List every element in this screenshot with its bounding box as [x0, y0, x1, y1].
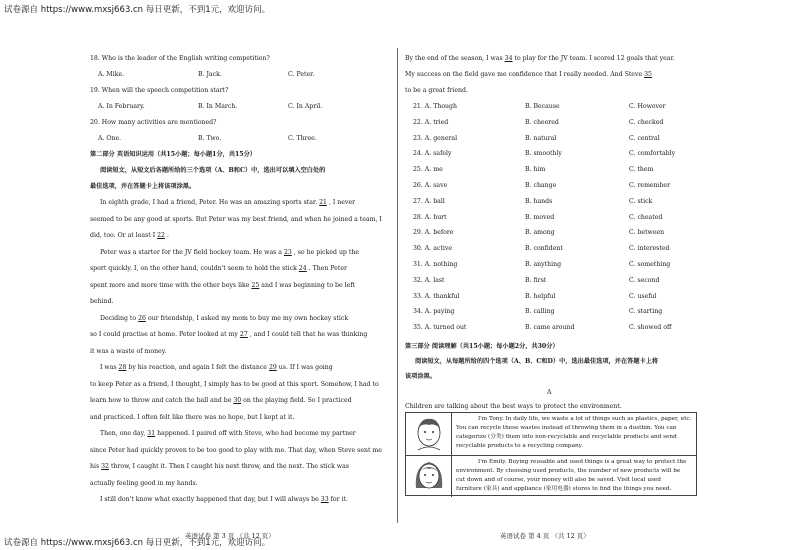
passage-text: for it.: [328, 496, 348, 503]
passage-text: since Peter had quickly proven to be too good to play with me. That day, when Steve sent me: [90, 446, 382, 454]
watermark-bottom: 试卷源自 https://www.mxsj663.cn 每日更新，不到1元，欢迎访问。: [4, 538, 271, 548]
passage-line: [90, 481, 198, 487]
passage-text: , so he picked up the: [291, 248, 359, 256]
blank-number: 33: [320, 496, 329, 503]
answer-option: B. moved: [525, 213, 555, 221]
tony-line: categorize (分类) them into non-recyclable and recyclable products and send: [456, 434, 677, 440]
section-2-title: 第二部分 英语知识运用（共15小题；每小题1分，共15分）: [90, 151, 256, 158]
passage-text: Then, one day,: [100, 430, 148, 437]
passage-text: spent more and more time with the other boys like: [90, 281, 252, 289]
answer-option: B. him: [525, 166, 546, 174]
answer-option: 27. A. ball: [413, 197, 445, 205]
blank-number: 25: [251, 281, 260, 289]
passage-continuation-2: [405, 72, 652, 78]
answer-option: 33. A. thankful: [413, 292, 460, 300]
passage-text: it was a waste of money.: [90, 347, 167, 355]
question-18: 18. Who is the leader of the English writing competition?: [90, 55, 270, 62]
answer-option: C. central: [629, 134, 660, 142]
q19-option-a: A. In February.: [98, 103, 145, 110]
q19-option-b: B. In March.: [198, 103, 238, 110]
passage-line: [90, 299, 114, 305]
answer-option: 29. A. before: [413, 229, 454, 237]
passage-line: [100, 250, 359, 256]
q18-option-b: B. Jack.: [198, 71, 222, 78]
answer-option: B. hands: [525, 197, 553, 205]
answer-option: B. confident: [525, 245, 563, 253]
answer-option: C. second: [629, 276, 660, 284]
page-footer-right: 英语试卷 第 4 页 （共 12 页）: [500, 532, 590, 540]
passage-line: [100, 316, 348, 322]
page-footer-left: 英语试卷 第 3 页 （共 12 页）: [185, 532, 275, 540]
passage-text: by his reaction, and again I felt the distance: [126, 364, 269, 371]
answer-option: C. them: [629, 166, 654, 174]
emily-line: furniture (家具) and appliance (家用电器) stores to find the things you need.: [456, 486, 672, 492]
passage-continuation-3: to be a great friend.: [405, 87, 468, 94]
answer-option: B. Because: [525, 103, 560, 110]
answer-option: B. anything: [525, 261, 562, 268]
passage-text: on the playing field. So I practiced: [241, 397, 352, 404]
tony-line: recyclable products to a recycling company.: [456, 443, 583, 449]
passage-line: [100, 431, 356, 437]
answer-option: C. something: [629, 261, 671, 268]
answer-option: 22. A. tried: [413, 118, 449, 126]
blank-number: 22: [157, 232, 165, 239]
passage-text: behind.: [90, 298, 114, 305]
q20-option-b: B. Two.: [198, 135, 222, 142]
section-3-instruction: 阅读短文，从每题所给的四个选项（A、B、C和D）中，选出最佳选项，并在答题卡上将: [415, 358, 659, 365]
passage-line: [90, 266, 347, 272]
section-3-title: 第三部分 阅读理解（共15小题；每小题2分，共30分）: [405, 343, 559, 350]
passage-text: our friendship, I asked my mom to buy me my own hockey stick: [145, 314, 349, 322]
answer-option: B. among: [525, 229, 555, 237]
passage-line: [90, 448, 382, 454]
answer-option: B. calling: [525, 308, 555, 316]
emily-line: I'm Emily. Buying reusable and used things is a great way to protect the: [478, 459, 687, 465]
answer-option: C. remember: [629, 182, 671, 189]
answer-option: B. cheered: [525, 118, 559, 126]
passage-line: [90, 217, 382, 223]
passage-text: did, too. Or at least I: [90, 232, 158, 239]
passage-text: , I never: [327, 199, 356, 206]
blank-number: 32: [101, 463, 109, 470]
answer-option: 26. A. save: [413, 182, 448, 189]
emily-line: environment. By choosing used products, the number of new products will be: [456, 468, 681, 474]
answer-option: B. change: [525, 182, 557, 189]
passage-text: happened. I paired off with Steve, who had become my partner: [155, 430, 356, 437]
blank-number: 24: [298, 265, 307, 272]
passage-line: [90, 398, 352, 404]
watermark-top: 试卷源自 https://www.mxsj663.cn 每日更新，不到1元，欢迎访问。: [4, 5, 271, 15]
blank-number: 23: [283, 248, 292, 256]
passage-line: [100, 365, 333, 371]
answer-option: C. showed off: [629, 324, 672, 332]
answer-option: C. useful: [629, 292, 657, 300]
answer-option: 23. A. general: [413, 134, 458, 142]
answer-option: 21. A. Though: [413, 103, 457, 110]
passage-text: so I could practise at home. Peter looked at my: [90, 331, 240, 338]
question-20: 20. How many activities are mentioned?: [90, 119, 217, 126]
passage-text: his: [90, 463, 102, 470]
emily-line: cut down and of course, your money will also be saved. Visit local used: [456, 477, 661, 483]
page-divider: [397, 48, 398, 523]
passage-line: [90, 283, 355, 289]
passage-text: and I was beginning to be left: [259, 281, 356, 289]
answer-option: 32. A. last: [413, 276, 445, 284]
answer-option: 35. A. turned out: [413, 324, 467, 332]
passage-text: sport quickly. I, on the other hand, couldn't seem to hold the stick: [90, 265, 299, 272]
answer-option: B. natural: [525, 134, 557, 142]
answer-option: C. cheated: [629, 213, 663, 221]
answer-option: C. interested: [629, 245, 670, 253]
q18-option-c: C. Peter.: [288, 71, 315, 78]
passage-text: and practiced. I often felt like there was no hope, but I kept at it.: [90, 413, 295, 421]
boy-face-icon: [410, 416, 448, 452]
tony-portrait: [406, 413, 452, 455]
blank-number: 28: [118, 364, 127, 371]
answer-option: 34. A. paying: [413, 308, 455, 316]
answer-option: B. came around: [525, 324, 575, 332]
answer-option: 31. A. nothing: [413, 261, 458, 268]
answer-option: 30. A. active: [413, 245, 452, 253]
blank-number: 21: [319, 199, 327, 206]
passage-line: [90, 233, 169, 239]
answer-option: 28. A. hurt: [413, 213, 447, 221]
passage-text: I was: [100, 364, 119, 371]
answer-option: B. smoothly: [525, 150, 562, 158]
answer-option: C. However: [629, 103, 666, 110]
section-2-instruction: 阅读短文，从短文后各题所给的三个选项（A、B和C）中，选出可以填入空白处的: [100, 167, 326, 174]
answer-option: C. starting: [629, 308, 663, 316]
answer-option: C. checked: [629, 118, 664, 126]
answer-option: C. comfortably: [629, 150, 676, 158]
cont-text: By the end of the season, I was: [405, 55, 505, 62]
answer-option: 24. A. safely: [413, 150, 452, 158]
passage-text: Peter was a starter for the JV field hockey team. He was a: [100, 248, 284, 256]
section-3-instruction-cont: 该项涂黑。: [405, 373, 436, 380]
passage-text: seemed to be any good at sports. But Peter was my best friend, and when he joined a team, I: [90, 215, 382, 223]
q19-option-c: C. In April.: [288, 103, 323, 110]
section-2-instruction-cont: 最佳选项，并在答题卡上将该项涂黑。: [90, 183, 196, 190]
blank-number: 26: [138, 314, 146, 322]
blank-34: 34: [504, 55, 513, 62]
passage-line: [100, 497, 348, 503]
question-19: 19. When will the speech competition start?: [90, 87, 229, 94]
passage-line: [90, 349, 166, 355]
answer-option: 25. A. me: [413, 166, 443, 174]
emily-portrait: [406, 455, 452, 497]
passage-text: , and I could tell that he was thinking: [247, 331, 368, 338]
tony-line: I'm Tony. In daily life, we waste a lot of things such as plastics, paper, etc.: [478, 416, 692, 422]
tony-line: You can recycle these wastes instead of throwing them in a dustbin. You can: [456, 425, 677, 431]
passage-text: throw, I caught it. Then I caught his next throw, and the next. The stick was: [108, 463, 349, 470]
passage-line: [90, 464, 349, 470]
passage-text: . Then Peter: [306, 265, 347, 272]
passage-text: us. If I was going: [276, 364, 333, 371]
passage-line: [100, 200, 355, 206]
passage-line: [90, 415, 294, 421]
q18-option-a: A. Mike.: [98, 71, 125, 78]
passage-text: actually feeling good in my hands.: [90, 479, 198, 487]
passage-text: Deciding to: [100, 314, 139, 322]
blank-number: 29: [268, 364, 277, 371]
q20-option-c: C. Three.: [288, 135, 317, 142]
passage-text: to keep Peter as a friend, I thought, I simply has to be good at this sport. Somehow, I had to: [90, 380, 379, 388]
passage-intro: Children are talking about the best ways to protect the environment.: [405, 403, 622, 410]
blank-number: 30: [233, 397, 242, 404]
cont-text: to play for the JV team. I scored 12 goals that year.: [512, 55, 675, 62]
q20-option-a: A. One.: [98, 135, 122, 142]
passage-text: I still don't know what exactly happened that day, but I will always be: [100, 496, 321, 503]
passage-letter: A: [547, 389, 552, 396]
answer-option: B. helpful: [525, 292, 556, 300]
passage-text: .: [164, 232, 169, 239]
blank-number: 31: [147, 430, 156, 437]
answer-option: C. between: [629, 229, 665, 237]
answer-option: C. stick: [629, 197, 653, 205]
passage-continuation-1: [405, 56, 675, 62]
blank-35: 35: [644, 71, 652, 78]
answer-option: B. first: [525, 276, 547, 284]
passage-line: [90, 332, 367, 338]
blank-number: 27: [239, 331, 248, 338]
children-table: [405, 412, 697, 496]
passage-line: [90, 382, 379, 388]
cont-text: My success on the field gave me confidence that I really needed. And Steve: [405, 71, 645, 78]
girl-face-icon: [410, 458, 448, 494]
passage-text: In eighth grade, I had a friend, Peter. He was an amazing sports star.: [100, 199, 320, 206]
passage-text: learn how to throw and catch the ball and be: [90, 397, 234, 404]
